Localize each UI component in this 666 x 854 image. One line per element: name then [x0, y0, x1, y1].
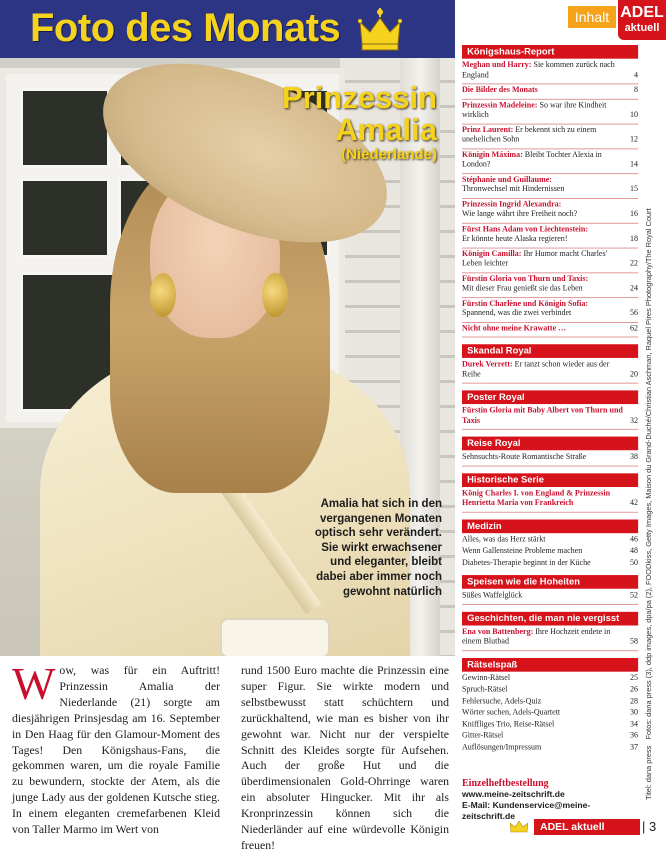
toc-entry-title: Prinzessin Madeleine: [462, 100, 538, 110]
toc-entry[interactable] [462, 697, 638, 709]
toc-page-number: 52 [629, 591, 638, 600]
order-email[interactable]: Kundenservice@meine-zeitschrift.de [462, 800, 591, 821]
toc-section-header: Medizin [462, 519, 638, 533]
toc-page-number: 58 [629, 637, 638, 647]
photo-clutch [220, 618, 330, 656]
toc-entry[interactable] [462, 86, 638, 99]
drop-cap: W [12, 658, 56, 709]
article-text-1: ow, was für ein Auftritt! Prinzessin Amalia der Niederlande (21) sorgte am diesjährigen Prinsjesdag am 16. September in Den Haag für den Glamour-Moment des Tages! Den Königshaus-Fans, die gekommen waren, um die royale Familie zu bewundern, stockte der Atem, als die junge Lady aus der goldenen Kutsche stieg. In einem eleganten cremefarbenen Kleid von Taller Marmo im Wert von [12, 663, 220, 837]
order-info [462, 778, 642, 822]
toc-page-number: 4 [633, 71, 638, 80]
toc-entry-title: Königin Máxima: [462, 150, 523, 160]
toc-entry[interactable] [462, 275, 638, 298]
toc-entry[interactable] [462, 225, 638, 248]
toc-page-number: 30 [629, 708, 638, 717]
heading-name-line1: Prinzessin [281, 80, 437, 115]
footer-label: ADEL aktuell [534, 819, 640, 835]
toc-entry-title: Nicht ohne meine Krawatte … [462, 324, 567, 333]
crown-icon [510, 820, 528, 834]
toc-page-number: 25 [629, 673, 638, 683]
toc-entry[interactable] [462, 489, 638, 512]
toc-section-header: Reise Royal [462, 437, 638, 451]
logo-word: ADEL [620, 4, 664, 21]
toc-entry-text: Ihre Hochzeit endete in einem Blutbad [462, 627, 611, 647]
toc-entry[interactable] [462, 61, 638, 84]
toc-entry-title: Fürstin Charlène und Königin Sofia: [462, 299, 589, 308]
toc-entry[interactable] [462, 674, 638, 686]
photo-heading [282, 82, 437, 163]
toc-entry-title: Prinz Laurent: [462, 125, 514, 135]
page-number: | 3 [642, 819, 657, 834]
toc-entry-title: Fürstin Gloria mit Baby Albert von Thurn und Taxis [462, 406, 623, 426]
toc-entry[interactable] [462, 250, 638, 273]
article-body [12, 658, 449, 852]
toc-entry[interactable] [462, 628, 638, 651]
toc-page-number: 42 [629, 498, 638, 508]
toc-entry[interactable] [462, 547, 638, 559]
toc-entry[interactable] [462, 558, 638, 570]
toc-entry-text: Bleibt Tochter Alexia in London? [462, 150, 602, 169]
toc-entry-text: Thronwechsel mit Hindernissen [462, 185, 565, 194]
toc-entry-text: Er bekennt sich zu einem unehelichen Sohn [462, 125, 597, 145]
toc-entry-title: Durek Verrett: [462, 360, 513, 370]
toc-entry-title: Stéphanie und Guillaume: [462, 175, 552, 184]
photo-credits [644, 208, 654, 800]
toc-entry-text: Süßes Waffelglück [462, 591, 523, 600]
toc-list [462, 45, 638, 760]
toc-page-number: 46 [629, 535, 638, 544]
toc-entry[interactable] [462, 126, 638, 149]
logo-sub: aktuell [624, 22, 660, 34]
toc-entry[interactable] [462, 151, 638, 174]
article-column-2: rund 1500 Euro machte die Prinzessin eine super Figur. Sie wirkte modern und selbstbewusst statt schüchtern und zurückhaltend, wie man es bisher von ihr gewohnt war. Nicht nur der verspielte Schnitt des Kleides sorgte für Aufsehen. Auch der große Hut und die überdimensionalen Gold-Ohrringe waren ein absoluter Hingucker. Mit ihr als Kronprinzessin können sich die Niederländer auf eine würdevolle Königin freuen! [241, 663, 449, 852]
toc-page-number: 12 [629, 135, 638, 145]
toc-section-header: Speisen wie die Hoheiten [462, 575, 638, 589]
toc-entry[interactable] [462, 101, 638, 124]
toc-page-number: 26 [629, 685, 638, 694]
toc-entry-title: Ena von Battenberg: [462, 627, 534, 637]
toc-page-number: 16 [629, 210, 638, 219]
toc-entry-title: Prinzessin Ingrid Alexandra: [462, 200, 562, 209]
toc-entry-text: Auflösungen/Impressum [462, 743, 542, 752]
toc-entry-text: Kniffliges Trio, Reise-Rätsel [462, 719, 555, 729]
article-column-1 [12, 658, 220, 838]
toc-entry-text: Diabetes-Therapie beginnt in der Küche [462, 558, 591, 567]
credits-text: Titel: dana press Fotos: dana press (3), ddp images, dpa/pa (2), FOODkiss, Getty Images, Maison du Grand-Duché/Christian Aschman, Raquel Pires Photography/The Royal Court [644, 208, 653, 800]
heading-country: (Niederlande) [341, 146, 437, 164]
order-email-label: E-Mail: [462, 800, 491, 810]
earring-right [262, 273, 288, 317]
toc-entry-text: Mit dieser Frau genießt sie das Leben [462, 284, 583, 293]
toc-entry-text: Alles, was das Herz stärkt [462, 535, 546, 544]
toc-entry-text: So war ihre Kindheit wirklich [462, 100, 607, 120]
toc-section-header: Geschichten, die man nie vergisst [462, 611, 638, 625]
toc-entry[interactable] [462, 732, 638, 744]
toc-page-number: 62 [629, 324, 638, 333]
toc-entry-text: Wörter suchen, Adels-Quartett [462, 708, 561, 717]
toc-entry[interactable] [462, 591, 638, 604]
toc-page-number: 38 [629, 452, 638, 462]
toc-entry-text: Sehnsuchts-Route Romantische Straße [462, 452, 587, 462]
toc-entry[interactable] [462, 200, 638, 223]
toc-entry-text: Gewinn-Rätsel [462, 673, 511, 683]
toc-entry-text: Sie kommen zurück nach England [462, 61, 615, 80]
toc-entry[interactable] [462, 407, 638, 430]
toc-page-number: 32 [629, 416, 638, 426]
toc-entry[interactable] [462, 743, 638, 755]
toc-entry[interactable] [462, 324, 638, 337]
toc-entry-title: Fürst Hans Adam von Liechtenstein: [462, 224, 589, 234]
toc-page-number: 18 [629, 234, 638, 244]
toc-entry[interactable] [462, 453, 638, 466]
toc-entry[interactable] [462, 299, 638, 322]
toc-page-number: 56 [629, 309, 638, 318]
toc-section-header: Rätselspaß [462, 658, 638, 672]
toc-entry-text: Wenn Gallensteine Probleme machen [462, 546, 583, 556]
toc-entry[interactable] [462, 360, 638, 383]
toc-entry[interactable] [462, 175, 638, 198]
toc-entry-text: Wie lange währt ihre Freiheit noch? [462, 210, 578, 219]
page-footer [510, 818, 660, 836]
toc-entry[interactable] [462, 720, 638, 732]
table-of-contents [458, 0, 666, 844]
toc-page-number: 20 [629, 370, 638, 379]
order-web[interactable]: www.meine-zeitschrift.de [462, 789, 565, 799]
toc-entry-text: Fehlersuche, Adels-Quiz [462, 696, 542, 706]
toc-page-number: 28 [629, 696, 638, 706]
toc-entry-title: Fürstin Gloria von Thurn und Taxis: [462, 274, 589, 284]
toc-section-header: Historische Serie [462, 473, 638, 487]
toc-section-header: Skandal Royal [462, 344, 638, 358]
toc-page-number: 34 [629, 719, 638, 729]
toc-entry[interactable] [462, 535, 638, 547]
toc-entry[interactable] [462, 685, 638, 697]
toc-section-header: Poster Royal [462, 390, 638, 404]
toc-page-number: 22 [629, 259, 638, 269]
toc-page-number: 36 [629, 731, 638, 741]
toc-section-header: Königshaus-Report [462, 45, 638, 59]
order-title: Einzelheftbestellung [462, 778, 549, 789]
feature-title: Foto des Monats [30, 6, 341, 50]
toc-page-number: 14 [629, 160, 638, 169]
toc-entry-title: König Charles I. von England & Prinzessin Henrietta Maria von Frankreich [462, 489, 611, 508]
toc-entry-text: Er könnte heute Alaska regieren! [462, 234, 568, 244]
toc-entry-text: Spannend, was die zwei verbindet [462, 309, 572, 318]
toc-entry-text: Gitter-Rätsel [462, 731, 504, 741]
inhalt-label: Inhalt [568, 6, 616, 28]
toc-entry[interactable] [462, 708, 638, 720]
earring-left [150, 273, 176, 317]
crown-icon [358, 6, 402, 54]
toc-page-number: 37 [629, 743, 638, 752]
heading-name-line2: Amalia [335, 111, 437, 147]
toc-entry-title: Meghan und Harry: [462, 61, 532, 70]
toc-entry-text: Ihr Humor macht Charles' Leben leichter [462, 249, 608, 269]
toc-entry-text: Spruch-Rätsel [462, 685, 508, 694]
toc-entry-title: Die Bilder des Monats [462, 86, 538, 95]
toc-page-number: 48 [629, 546, 638, 556]
photo-caption: Amalia hat sich in den vergangenen Monaten optisch sehr verändert. Sie wirkt erwachsener und eleganter, bleibt dabei aber immer noch gewohnt natürlich [314, 498, 442, 598]
toc-page-number: 50 [629, 558, 638, 567]
adel-logo [618, 0, 666, 40]
toc-page-number: 24 [629, 284, 638, 293]
toc-page-number: 8 [633, 86, 638, 95]
toc-entry-text: Er tanzt schon wieder aus der Reihe [462, 360, 610, 379]
toc-entry-title: Königin Camilla: [462, 249, 522, 259]
toc-page-number: 15 [629, 185, 638, 194]
toc-page-number: 10 [629, 110, 638, 120]
